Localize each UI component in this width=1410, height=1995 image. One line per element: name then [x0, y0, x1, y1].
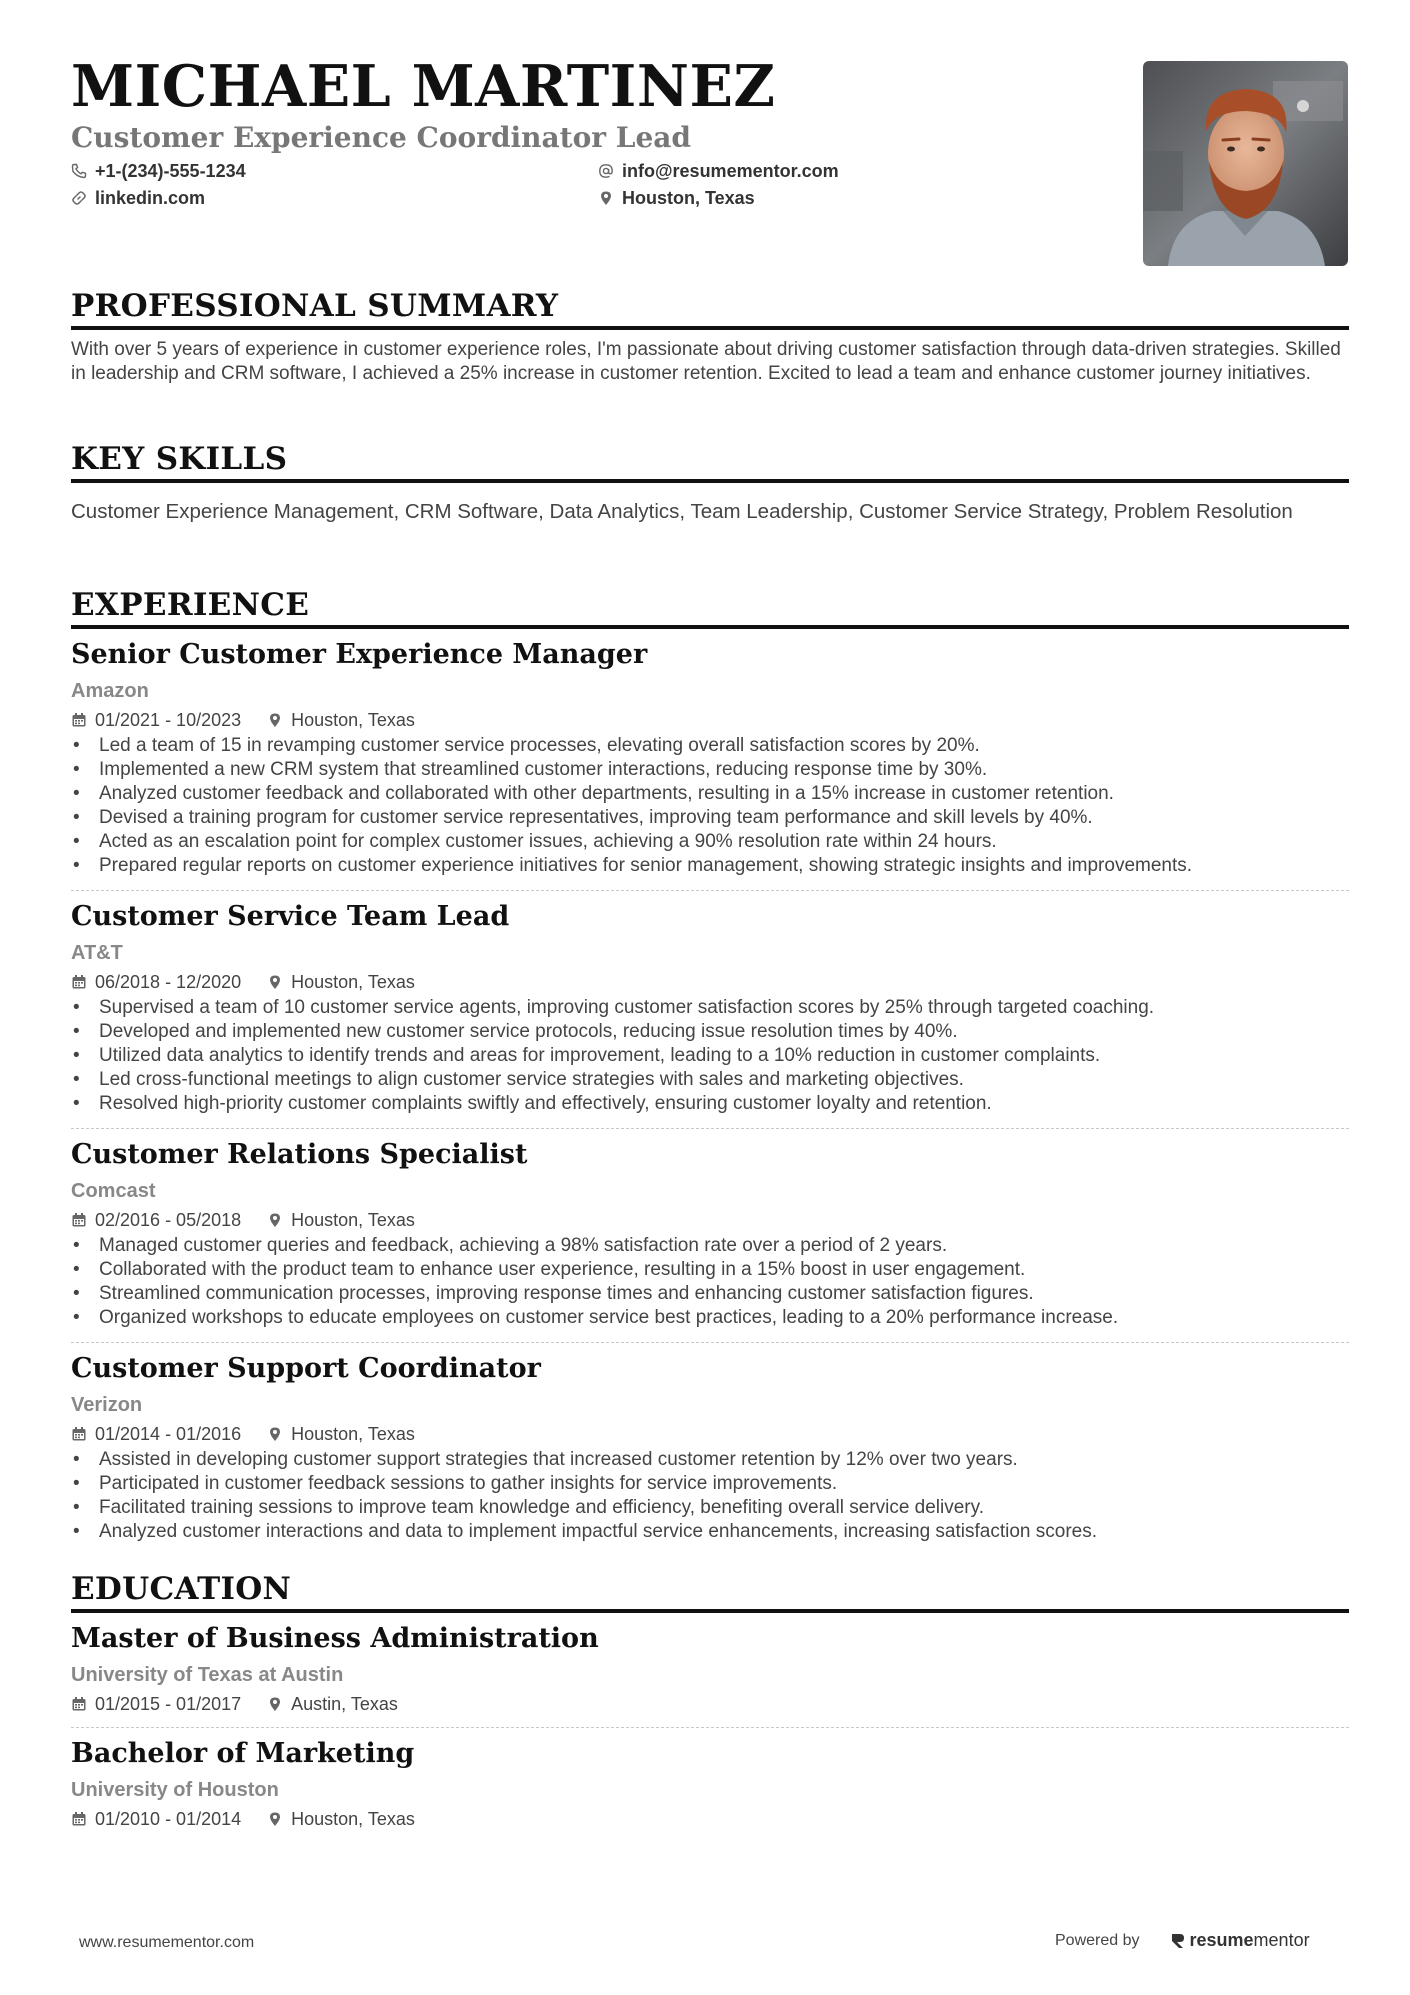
job-entry	[71, 629, 1349, 878]
job-company: Verizon	[71, 1394, 143, 1416]
bullet-item: • Analyzed customer interactions and data to implement impactful service enhancements, increasing satisfaction scores.	[71, 1520, 1349, 1544]
map-pin-icon	[267, 1426, 283, 1442]
job-company: AT&T	[71, 942, 123, 964]
map-pin-icon	[598, 190, 614, 206]
bullet-item: • Developed and implemented new customer service protocols, reducing issue resolution times by 40%.	[71, 1020, 1349, 1044]
education-heading: EDUCATION	[71, 1574, 1349, 1613]
contact-email[interactable]	[598, 162, 839, 180]
map-pin-icon	[267, 1811, 283, 1827]
experience-heading: EXPERIENCE	[71, 590, 1349, 629]
map-pin-icon	[267, 1212, 283, 1228]
bullet-item: • Implemented a new CRM system that streamlined customer interactions, reducing response time by 30%.	[71, 758, 1349, 782]
portrait-image	[1143, 61, 1348, 266]
map-pin-icon	[267, 1696, 283, 1712]
summary-section	[71, 288, 1349, 386]
job-location: Houston, Texas	[291, 1424, 415, 1444]
bullet-item: • Resolved high-priority customer complaints swiftly and effectively, ensuring customer loyalty and retention.	[71, 1092, 1349, 1116]
bullet-item: • Assisted in developing customer support strategies that increased customer retention by 12% over two years.	[71, 1448, 1349, 1472]
bullet-item: • Organized workshops to educate employees on customer service best practices, leading to a 20% performance increase.	[71, 1306, 1349, 1330]
job-dates: 01/2021 - 10/2023	[95, 710, 242, 730]
bullet-item: • Managed customer queries and feedback, achieving a 98% satisfaction rate over a period of 2 years.	[71, 1234, 1349, 1258]
email-text[interactable]: info@resumementor.com	[622, 161, 839, 181]
education-meta	[71, 1693, 1349, 1715]
job-title: Customer Service Team Lead	[71, 901, 510, 932]
calendar-icon	[71, 1212, 87, 1228]
job-title: Customer Support Coordinator	[71, 1353, 541, 1384]
education-meta	[71, 1808, 1349, 1830]
job-location: Houston, Texas	[291, 972, 415, 992]
bullet-item: • Facilitated training sessions to improve team knowledge and efficiency, benefiting overall service delivery.	[71, 1496, 1349, 1520]
bullet-item: • Led cross-functional meetings to align customer service strategies with sales and marketing objectives.	[71, 1068, 1349, 1092]
summary-text: With over 5 years of experience in customer experience roles, I'm passionate about driving customer satisfaction through data-driven strategies. Skilled in leadership and CRM software, I achieved a 25% increase in customer retention. Excited to lead a team and enhance customer journey initiatives.	[71, 339, 1341, 384]
experience-section	[71, 587, 1349, 1544]
job-entry	[71, 890, 1349, 1116]
job-meta	[71, 971, 1349, 993]
resumementor-logo-icon	[1170, 1932, 1186, 1950]
bullet-item: • Acted as an escalation point for complex customer issues, achieving a 90% resolution rate within 24 hours.	[71, 830, 1349, 854]
school-name: University of Houston	[71, 1779, 279, 1801]
at-sign-icon	[598, 163, 614, 179]
link-icon	[71, 190, 87, 206]
job-company: Amazon	[71, 680, 149, 702]
education-location: Austin, Texas	[291, 1694, 398, 1714]
bullet-item: • Collaborated with the product team to enhance user experience, resulting in a 15% boost in user engagement.	[71, 1258, 1349, 1282]
skills-section	[71, 441, 1349, 525]
skills-text: Customer Experience Management, CRM Software, Data Analytics, Team Leadership, Customer Service Strategy, Problem Resolution	[71, 500, 1293, 523]
bullet-item: • Supervised a team of 10 customer service agents, improving customer satisfaction scores by 25% through targeted coaching.	[71, 996, 1349, 1020]
education-location: Houston, Texas	[291, 1809, 415, 1829]
bullet-item: • Led a team of 15 in revamping customer service processes, elevating overall satisfaction scores by 20%.	[71, 734, 1349, 758]
brand-light: mentor	[1253, 1930, 1310, 1950]
job-entry	[71, 1128, 1349, 1330]
education-entry	[71, 1613, 1349, 1715]
job-meta	[71, 1209, 1349, 1231]
footer-branding	[1055, 1930, 1310, 1951]
phone-text: +1-(234)-555-1234	[95, 161, 246, 181]
job-title: Senior Customer Experience Manager	[71, 639, 648, 670]
powered-by-label: Powered by	[1055, 1931, 1140, 1949]
job-dates: 01/2014 - 01/2016	[95, 1424, 242, 1444]
education-section	[71, 1571, 1349, 1830]
job-entry	[71, 1342, 1349, 1544]
brand-bold: resume	[1189, 1930, 1254, 1950]
bullet-item: • Utilized data analytics to identify trends and areas for improvement, leading to a 10% reduction in customer complaints.	[71, 1044, 1349, 1068]
phone-icon	[71, 163, 87, 179]
job-bullets	[71, 996, 1349, 1116]
map-pin-icon	[267, 974, 283, 990]
job-bullets	[71, 734, 1349, 878]
job-location: Houston, Texas	[291, 710, 415, 730]
calendar-icon	[71, 1426, 87, 1442]
job-bullets	[71, 1234, 1349, 1330]
degree-title: Bachelor of Marketing	[71, 1738, 415, 1769]
job-meta	[71, 1423, 1349, 1445]
job-meta	[71, 709, 1349, 731]
contact-phone	[71, 162, 246, 180]
calendar-icon	[71, 974, 87, 990]
bullet-item: • Participated in customer feedback sessions to gather insights for service improvements.	[71, 1472, 1349, 1496]
education-dates: 01/2010 - 01/2014	[95, 1809, 242, 1829]
bullet-item: • Prepared regular reports on customer experience initiatives for senior management, showing strategic insights and improvements.	[71, 854, 1349, 878]
map-pin-icon	[267, 712, 283, 728]
candidate-name: MICHAEL MARTINEZ	[71, 53, 776, 120]
bullet-item: • Streamlined communication processes, improving response times and enhancing customer satisfaction figures.	[71, 1282, 1349, 1306]
location-text: Houston, Texas	[622, 188, 755, 208]
bullet-item: • Analyzed customer feedback and collaborated with other departments, resulting in a 15% increase in customer retention.	[71, 782, 1349, 806]
contact-location	[598, 189, 755, 207]
education-dates: 01/2015 - 01/2017	[95, 1694, 242, 1714]
job-location: Houston, Texas	[291, 1210, 415, 1230]
job-title: Customer Relations Specialist	[71, 1139, 528, 1170]
linkedin-text[interactable]: linkedin.com	[95, 188, 206, 208]
job-company: Comcast	[71, 1180, 156, 1202]
calendar-icon	[71, 712, 87, 728]
footer-website[interactable]: www.resumementor.com	[79, 1934, 255, 1951]
candidate-title: Customer Experience Coordinator Lead	[71, 121, 691, 154]
bullet-item: • Devised a training program for customer service representatives, improving team performance and skill levels by 40%.	[71, 806, 1349, 830]
summary-heading: PROFESSIONAL SUMMARY	[71, 291, 1349, 330]
education-entry	[71, 1727, 1349, 1830]
brand-logo[interactable]	[1170, 1930, 1310, 1951]
calendar-icon	[71, 1696, 87, 1712]
contact-linkedin[interactable]	[71, 189, 205, 207]
job-bullets	[71, 1448, 1349, 1544]
job-dates: 02/2016 - 05/2018	[95, 1210, 242, 1230]
profile-photo	[1143, 61, 1348, 266]
calendar-icon	[71, 1811, 87, 1827]
skills-heading: KEY SKILLS	[71, 444, 1349, 483]
school-name: University of Texas at Austin	[71, 1664, 344, 1686]
job-dates: 06/2018 - 12/2020	[95, 972, 242, 992]
degree-title: Master of Business Administration	[71, 1623, 599, 1654]
